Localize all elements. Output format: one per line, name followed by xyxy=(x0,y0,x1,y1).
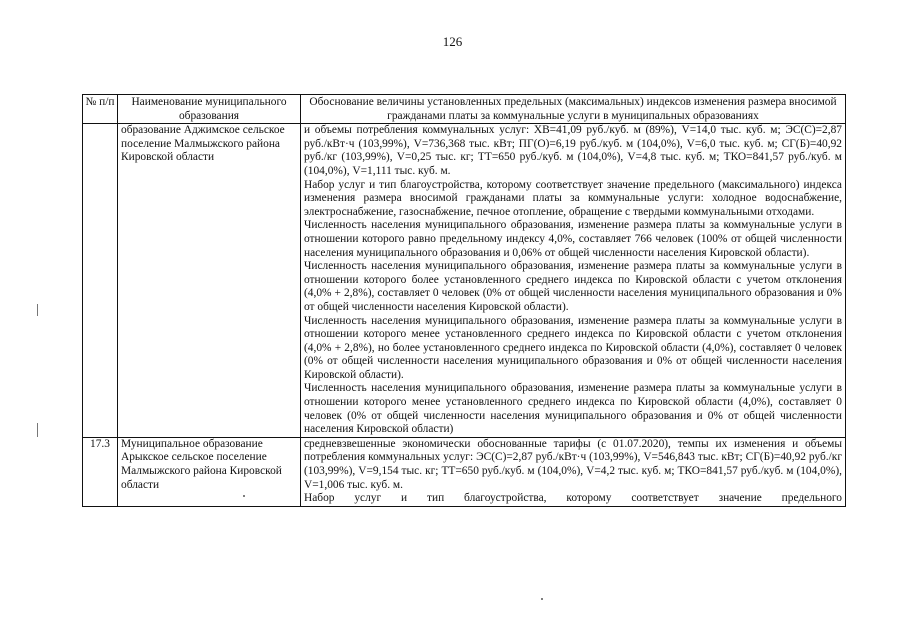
justification-paragraph: Численность населения муниципального образования, изменение размера платы за коммунальные услуги в отношении которого менее установленного среднего индекса по Кировской области с учетом отклонения (4,0% + 2,8%), но более установленного среднего индекса по Кировской области (4,0%), составляет 0 человек (0% от общей численности населения муниципального образования и 0% от общей численности населения Кировской области). xyxy=(304,314,842,381)
row-number xyxy=(83,124,118,438)
row-number: 17.3 xyxy=(83,437,118,506)
header-municipality: Наименование муниципального образования xyxy=(118,95,301,124)
justification-paragraph: Набор услуг и тип благоустройства, которому соответствует значение предельного (максимального) индекса изменения размера вносимой гражданами платы за коммунальные услуги: холодное водоснабжение, электроснабжение, газоснабжение, печное отопление, обращение с твердыми коммунальными отходами. xyxy=(304,178,842,218)
justification-paragraph: Численность населения муниципального образования, изменение размера платы за коммунальные услуги в отношении которого более установленного среднего индекса по Кировской области с учетом отклонения (4,0% + 2,8%), составляет 0 человек (0% от общей численности населения муниципального образования и 0% от общей численности населения Кировской области). xyxy=(304,260,842,313)
row-municipality-name: Муниципальное образование Арыкское сельское поселение Малмыжского района Кировской области xyxy=(118,437,301,506)
margin-mark xyxy=(37,304,38,316)
page-number: 126 xyxy=(442,34,463,49)
table-header-row xyxy=(83,95,846,124)
row-justification xyxy=(301,437,846,506)
row-justification xyxy=(301,124,846,438)
scan-speck xyxy=(541,598,543,600)
table-row xyxy=(83,437,846,506)
header-justification: Обоснование величины установленных предельных (максимальных) индексов изменения размера вносимой гражданами платы за коммунальные услуги в муниципальных образованиях xyxy=(301,95,846,124)
header-number: № п/п xyxy=(83,95,118,124)
justification-paragraph: Набор услуг и тип благоустройства, которому соответствует значение предельного xyxy=(304,492,842,505)
justification-paragraph: Численность населения муниципального образования, изменение размера платы за коммунальные услуги в отношении которого равно предельному индексу 4,0%, составляет 766 человек (100% от общей численности населения муниципального образования и 0,06% от общей численности населения Кировской области). xyxy=(304,219,842,259)
tariff-index-table xyxy=(82,94,846,507)
justification-paragraph: Численность населения муниципального образования, изменение размера платы за коммунальные услуги в отношении которого менее установленного среднего индекса по Кировской области (4,0%), составляет 0 человек (0% от общей численности населения муниципального образования и 0% от общей численности населения Кировской области) xyxy=(304,382,842,436)
table-row xyxy=(83,124,846,438)
justification-paragraph: средневзвешенные экономически обоснованные тарифы (с 01.07.2020), темпы их изменения и объемы потребления коммунальных услуг: ЭС(С)=2,87 руб./кВт·ч (103,99%), V=546,843 тыс. кВт; СГ(Б)=40,92 руб./кг (103,99%), V=9,154 тыс. кг; ТТ=650 руб./куб. м (104,0%), V=4,2 тыс. куб. м; ТКО=841,57 руб./куб. м (104,0%), V=1,006 тыс. куб. м. xyxy=(304,437,842,491)
row-municipality-name: образование Аджимское сельское поселение Малмыжского района Кировской области xyxy=(118,124,301,438)
justification-paragraph: и объемы потребления коммунальных услуг: ХВ=41,09 руб./куб. м (89%), V=14,0 тыс. куб. м; ЭС(С)=2,87 руб./кВт·ч (103,99%), V=736,368 тыс. кВт; ПГ(О)=6,19 руб./куб. м (104,0%), V=6,0 тыс. куб. м; СГ(Б)=40,92 руб./кг (103,99%), V=0,25 тыс. кг; ТТ=650 руб./куб. м (104,0%), V=4,8 тыс. куб. м; ТКО=841,57 руб./куб. м (104,0%), V=1,111 тыс. куб. м. xyxy=(304,124,842,177)
margin-mark xyxy=(37,423,38,437)
